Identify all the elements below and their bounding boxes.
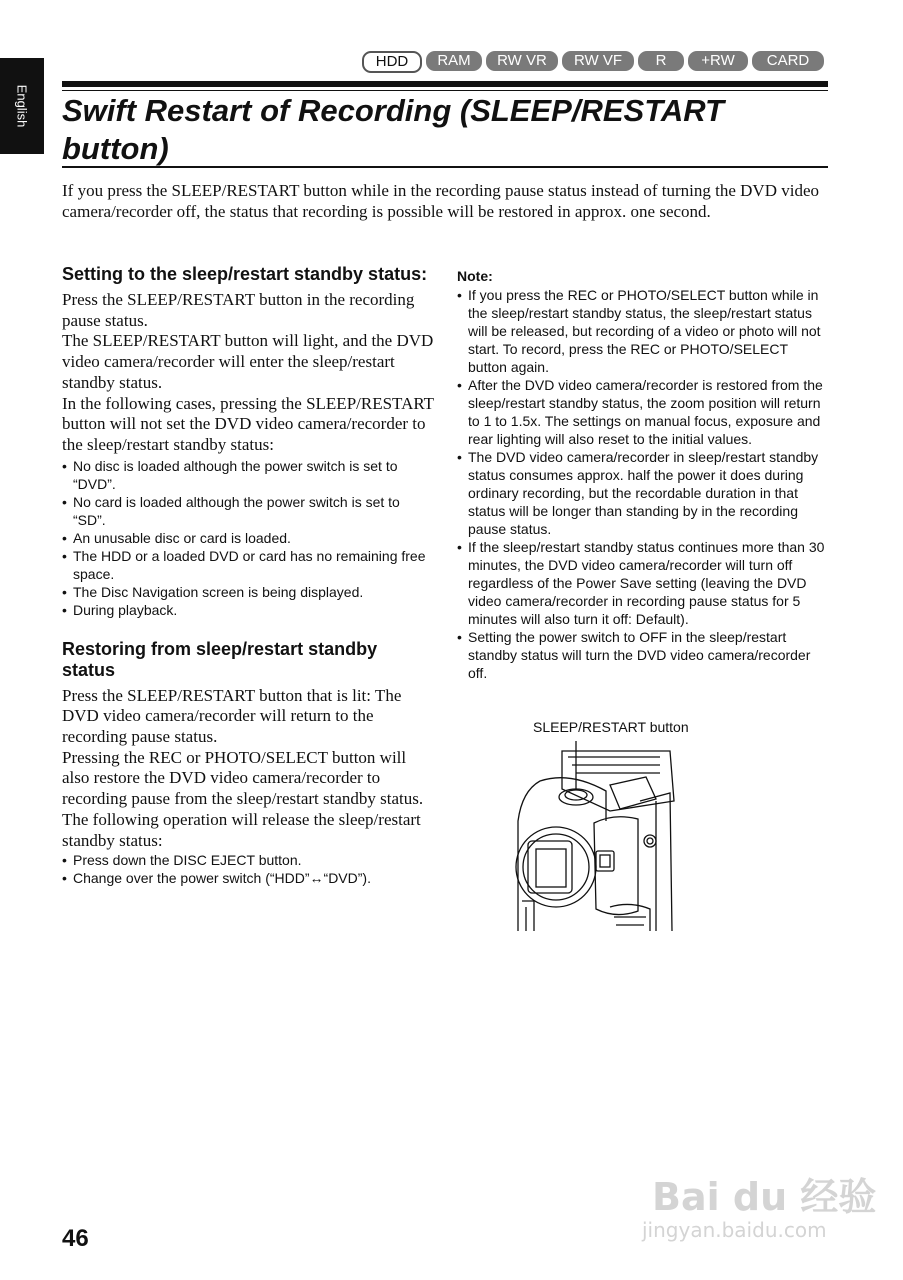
list-item: • Press down the DISC EJECT button. [62,851,434,869]
section1-para3: In the following cases, pressing the SLEEP/RESTART button will not set the DVD video camera/recorder to the sleep/restart standby status: [62,393,434,454]
section2-para1: Press the SLEEP/RESTART button that is lit: The DVD video camera/recorder will return to the recording pause status. [62,685,402,747]
section2-heading: Restoring from sleep/restart standby status [62,638,378,680]
list-item: • An unusable disc or card is loaded. [62,529,434,547]
page-title: Swift Restart of Recording (SLEEP/RESTART button) [62,93,724,166]
watermark-url: jingyan.baidu.com [642,1218,827,1242]
list-item: • The HDD or a loaded DVD or card has no remaining free space. [62,547,434,583]
list-item: • No disc is loaded although the power switch is set to “DVD”. [62,457,434,493]
tag-r: R [638,51,684,71]
note-column [457,266,829,682]
tag-card: CARD [752,51,824,71]
left-column [62,264,434,887]
watermark-logo: Bai du 经验 [652,1175,877,1219]
camcorder-illustration [510,741,680,933]
list-item: • The DVD video camera/recorder in sleep/restart standby status consumes approx. half the power it does during ordinary recording, but the recordable duration in that status will be longer than standing by in the recording pause status. [457,448,829,538]
title-rule-bottom [62,166,828,168]
section2 [62,639,434,888]
watermark [640,1160,877,1250]
language-label: English [14,84,30,128]
section2-para2: Pressing the REC or PHOTO/SELECT button will also restore the DVD video camera/recorder to recording pause from the sleep/restart standby status. [62,747,424,809]
section1-heading: Setting to the sleep/restart standby status: [62,264,428,284]
section2-bullets [62,851,434,887]
list-item: • If the sleep/restart standby status continues more than 30 minutes, the DVD video camera/recorder will turn off regardless of the Power Save setting (leaving the DVD video camera/recorder in recording pause status for 5 minutes will also turn it off: Default). [457,538,829,628]
figure-caption: SLEEP/RESTART button [533,719,689,735]
list-item: • The Disc Navigation screen is being displayed. [62,583,434,601]
list-item: • During playback. [62,601,434,619]
tag-hdd: HDD [362,51,422,73]
language-tab [0,58,44,154]
section2-para3: The following operation will release the sleep/restart standby status: [62,809,421,850]
list-item: • Change over the power switch (“HDD”↔“DVD”). [62,869,434,887]
tag-rw-vf: RW VF [562,51,634,71]
list-item: • No card is loaded although the power switch is set to “SD”. [62,493,434,529]
note-title: Note: [457,268,493,284]
intro-paragraph: If you press the SLEEP/RESTART button while in the recording pause status instead of turning the DVD video camera/recorder off, the status that recording is possible will be restored in approx. one second. [62,181,819,221]
media-tags [362,51,824,73]
section1-para2: The SLEEP/RESTART button will light, and the DVD video camera/recorder will enter the sleep/restart standby status. [62,331,434,392]
tag-ram: RAM [426,51,482,71]
page-number: 46 [62,1225,89,1252]
tag-plus-rw: +RW [688,51,748,71]
list-item: • Setting the power switch to OFF in the sleep/restart standby status will turn the DVD video camera/recorder off. [457,628,829,682]
sleep-restart-button-drawing [559,789,593,805]
note-bullets [457,286,829,682]
title-rule-thin [62,90,828,91]
tag-rw-vr: RW VR [486,51,558,71]
list-item: • If you press the REC or PHOTO/SELECT button while in the sleep/restart standby status, the sleep/restart status will be released, but recording of a video or photo will not start. To record, press the REC or PHOTO/SELECT button again. [457,286,829,376]
list-item: • After the DVD video camera/recorder is restored from the sleep/restart standby status, the zoom position will return to 1 to 1.5x. The settings on manual focus, exposure and rear lighting will also reset to the initial values. [457,376,829,448]
title-rule-thick [62,81,828,87]
section1-para1: Press the SLEEP/RESTART button in the recording pause status. [62,290,415,330]
section1-bullets [62,457,434,619]
